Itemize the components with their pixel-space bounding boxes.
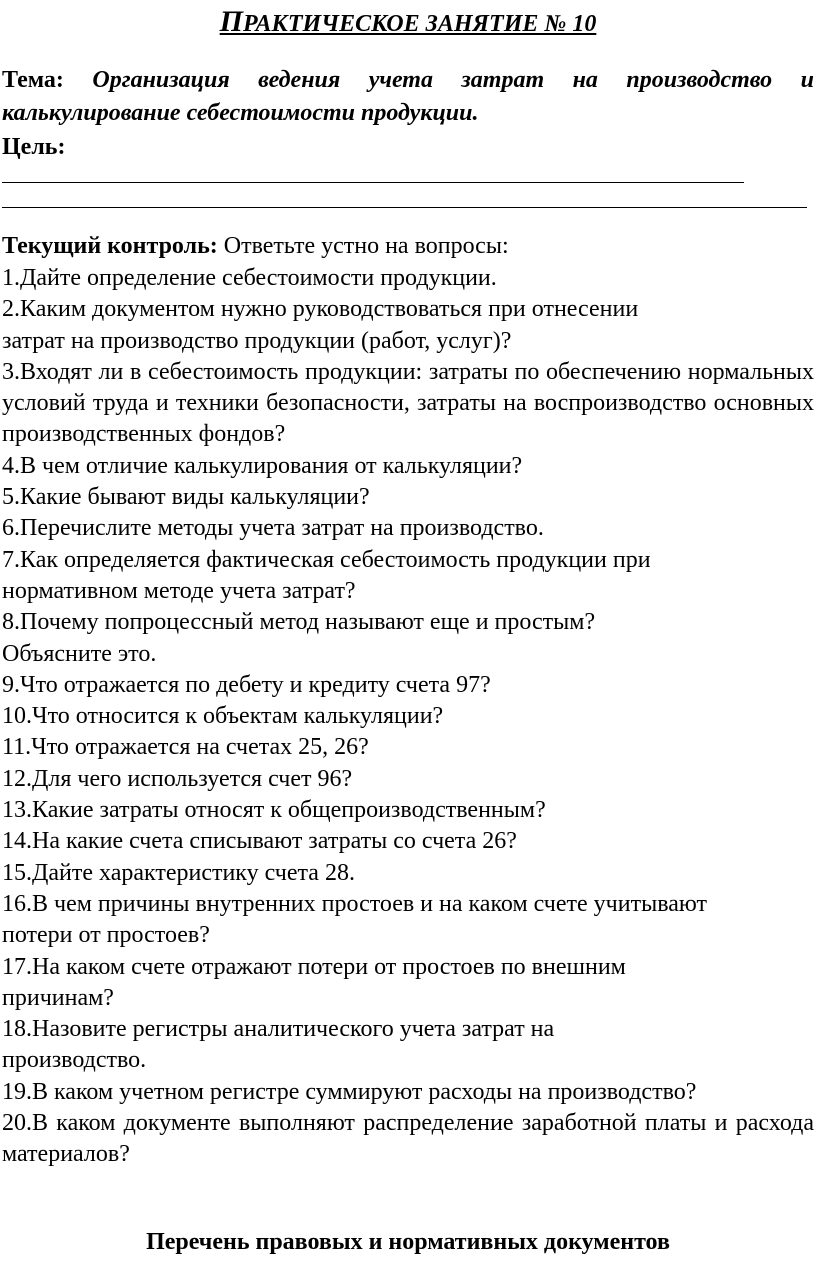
- question-number: 14.: [2, 828, 32, 855]
- topic-paragraph: [2, 64, 814, 130]
- question-item: [2, 1014, 814, 1077]
- question-text: Что относится к объектам калькуляции?: [32, 703, 444, 730]
- question-item: [2, 357, 814, 451]
- page-title: [0, 6, 816, 40]
- question-text: Почему попроцессный метод называют еще и простым?: [20, 609, 596, 636]
- question-number: 3.: [2, 358, 20, 385]
- question-text: Что отражается на счетах 25, 26?: [31, 734, 369, 761]
- question-text: В каком документе выполняют распределение заработной платы и расхода материалов?: [2, 1110, 814, 1168]
- question-text: Какие бывают виды калькуляции?: [20, 484, 370, 511]
- question-item: [2, 858, 814, 889]
- goal-blank-line-1: [2, 182, 744, 183]
- question-text: Перечислите методы учета затрат на производство.: [20, 515, 544, 542]
- question-number: 9.: [2, 671, 20, 698]
- question-number: 15.: [2, 859, 32, 886]
- question-item: [2, 1108, 814, 1171]
- question-text: Как определяется фактическая себестоимость продукции при: [20, 546, 651, 573]
- question-item: [2, 732, 814, 763]
- question-text: Для чего используется счет 96?: [32, 765, 353, 792]
- question-number: 5.: [2, 484, 20, 511]
- control-text: Ответьте устно на вопросы:: [223, 233, 509, 259]
- question-number: 16.: [2, 890, 32, 917]
- control-heading: [2, 230, 509, 263]
- control-label: Текущий контроль:: [2, 233, 218, 259]
- question-number: 10.: [2, 703, 32, 730]
- question-item: [2, 795, 814, 826]
- question-item: [2, 889, 814, 952]
- question-number: 8.: [2, 609, 20, 636]
- question-text-continued: потери от простоев?: [2, 922, 210, 949]
- question-text-continued: производство.: [2, 1047, 147, 1074]
- question-item: [2, 952, 814, 1015]
- question-text: В чем причины внутренних простоев и на каком счете учитывают: [32, 890, 707, 917]
- question-number: 13.: [2, 797, 32, 824]
- question-number: 4.: [2, 452, 20, 479]
- question-list: [2, 263, 814, 1171]
- question-number: 7.: [2, 546, 20, 573]
- question-number: 1.: [2, 265, 20, 291]
- question-text: Дайте характеристику счета 28.: [32, 859, 355, 886]
- question-item: [2, 607, 814, 670]
- question-text: Входят ли в себестоимость продукции: затраты по обеспечению нормальных условий труда и техники безопасности, затраты на воспроизводство основных производственных фондов?: [2, 358, 814, 448]
- question-text: В каком учетном регистре суммируют расходы на производство?: [32, 1078, 697, 1105]
- question-number: 11.: [2, 734, 32, 761]
- section-heading-documents: Перечень правовых и нормативных документов: [146, 1229, 670, 1255]
- question-text: На какие счета списывают затраты со счета 26?: [32, 828, 517, 855]
- question-number: 19.: [2, 1078, 32, 1105]
- question-text: Какие затраты относят к общепроизводственным?: [32, 797, 546, 824]
- goal-label: Цель:: [2, 134, 66, 160]
- question-number: 6.: [2, 515, 20, 542]
- question-item: [2, 701, 814, 732]
- question-text-continued: Объясните это.: [2, 640, 157, 667]
- goal-blank-line-2: [2, 207, 807, 208]
- question-text-continued: затрат на производство продукции (работ, услуг)?: [2, 327, 512, 354]
- topic-value: Организация ведения учета затрат на производство и калькулирование себестоимости продукции.: [2, 67, 815, 126]
- question-number: 12.: [2, 765, 32, 792]
- question-text: Дайте определение себестоимости продукции.: [20, 265, 497, 291]
- question-text-continued: причинам?: [2, 984, 114, 1011]
- question-text: Что отражается по дебету и кредиту счета 97?: [20, 671, 491, 698]
- question-text: На каком счете отражают потери от простоев по внешним: [32, 953, 626, 980]
- question-item: [2, 545, 814, 608]
- question-text-continued: нормативном методе учета затрат?: [2, 577, 356, 604]
- question-text: В чем отличие калькулирования от калькуляции?: [20, 452, 523, 479]
- topic-label: Тема:: [2, 67, 64, 93]
- question-item: [2, 764, 814, 795]
- question-item: [2, 1077, 814, 1108]
- title-rest: РАКТИЧЕСКОЕ ЗАНЯТИЕ № 10: [243, 11, 597, 37]
- question-number: 18.: [2, 1016, 32, 1043]
- question-number: 2.: [2, 296, 20, 323]
- question-text: Назовите регистры аналитического учета затрат на: [32, 1016, 555, 1043]
- title-capital: П: [219, 5, 243, 38]
- question-item: [2, 670, 814, 701]
- question-item: [2, 513, 814, 544]
- question-number: 20.: [2, 1110, 32, 1137]
- question-number: 17.: [2, 953, 32, 980]
- question-item: [2, 451, 814, 482]
- question-item: [2, 482, 814, 513]
- question-text: Каким документом нужно руководствоваться при отнесении: [20, 296, 639, 323]
- question-item: [2, 294, 814, 357]
- question-item: [2, 263, 814, 294]
- question-item: [2, 826, 814, 857]
